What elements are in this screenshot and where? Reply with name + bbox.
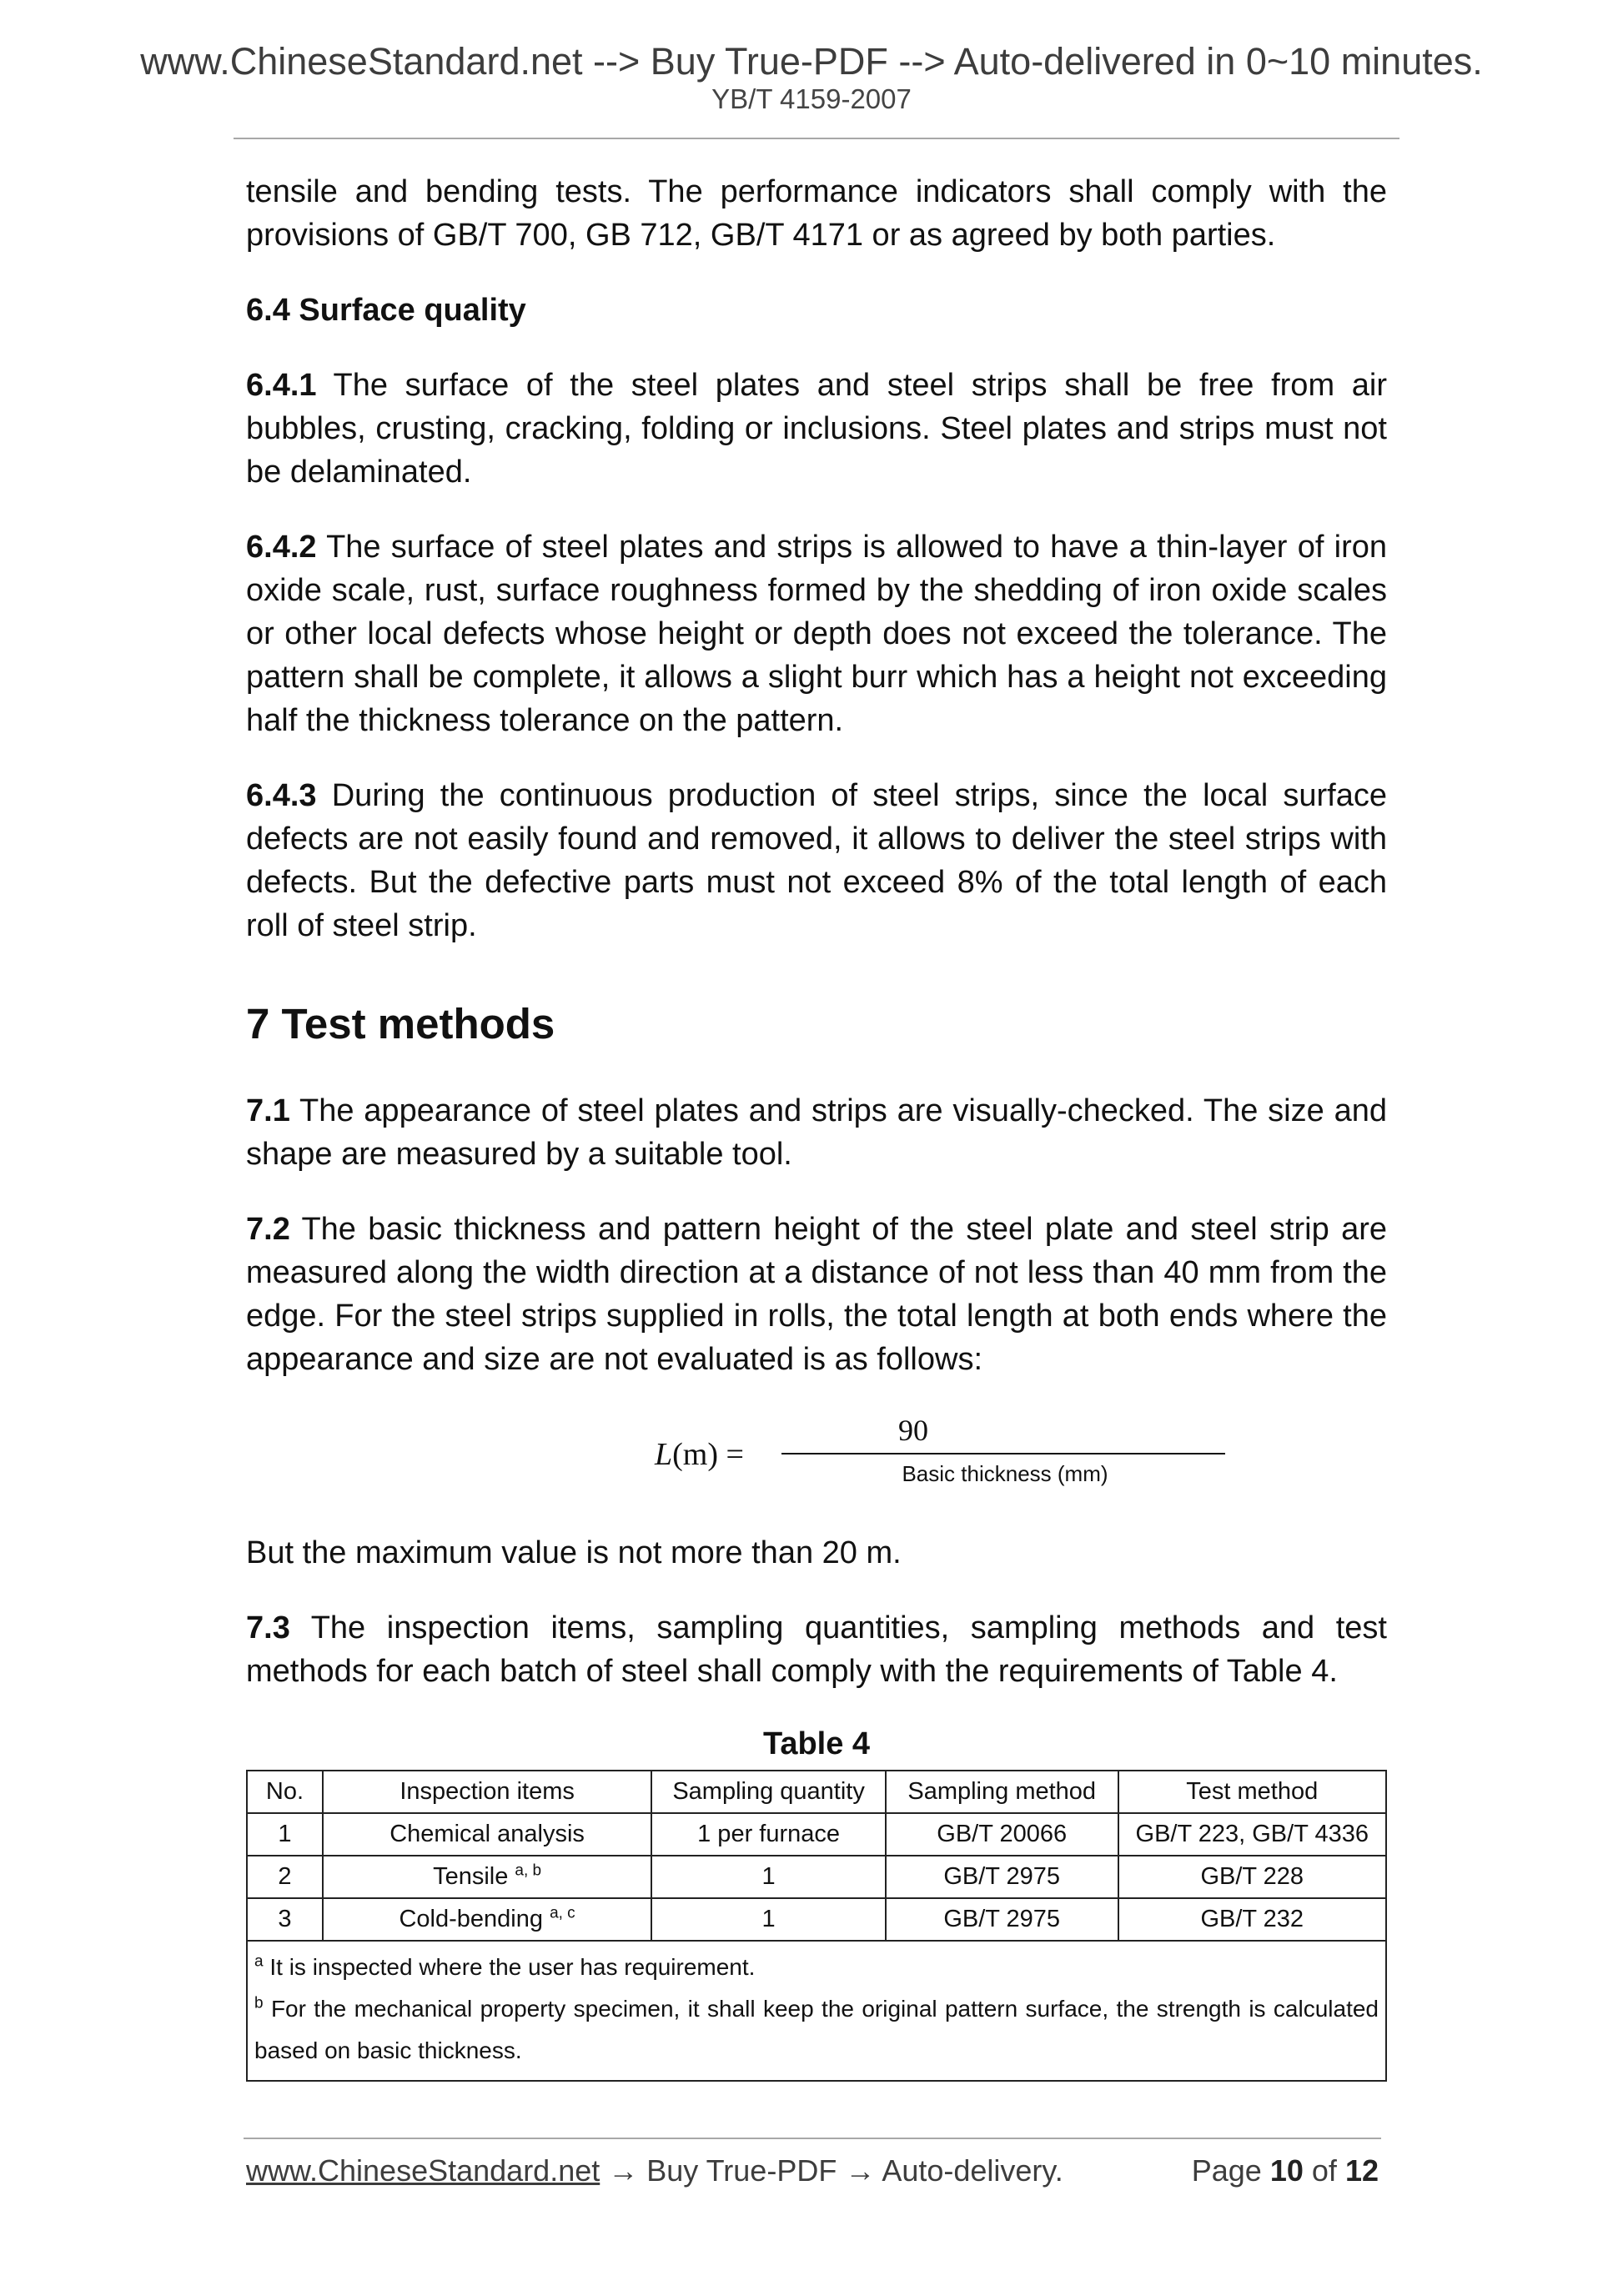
of-label: of — [1311, 2153, 1337, 2188]
table-header-row — [247, 1771, 1386, 1813]
length-formula — [246, 1413, 1387, 1493]
clause-number: 6.4.3 — [246, 778, 317, 813]
cell-qty: 1 — [651, 1856, 886, 1898]
header-inspection-items: Inspection items — [323, 1771, 651, 1813]
cell-test: GB/T 228 — [1118, 1856, 1386, 1898]
clause-text: The surface of steel plates and strips is allowed to have a thin-layer of iron oxide scale, rust, surface roughness formed by the shedding of iron oxide scales or other local defects whose height or depth does not exceed the tolerance. The pattern shall be complete, it allows a slight burr which has a height not exceeding half the thickness tolerance on the pattern. — [246, 530, 1387, 738]
cell-test: GB/T 223, GB/T 4336 — [1118, 1813, 1386, 1856]
clause-6-4-2 — [246, 525, 1387, 742]
standard-code: YB/T 4159-2007 — [711, 83, 912, 114]
table-row — [247, 1813, 1386, 1856]
cell-no: 2 — [247, 1856, 323, 1898]
footer-link[interactable]: www.ChineseStandard.net — [246, 2153, 600, 2188]
header-banner: www.ChineseStandard.net --> Buy True-PDF --> Auto-delivered in 0~10 minutes. — [140, 40, 1483, 83]
clause-6-4-3 — [246, 774, 1387, 947]
cell-no: 1 — [247, 1813, 323, 1856]
formula-lhs — [655, 1436, 744, 1473]
header-no: No. — [247, 1771, 323, 1813]
item-label: Chemical analysis — [389, 1821, 585, 1847]
cell-item — [323, 1898, 651, 1941]
page-indicator — [1192, 2153, 1379, 2188]
clause-number: 7.1 — [246, 1093, 290, 1128]
note-mark: a — [254, 1952, 264, 1971]
cell-no: 3 — [247, 1898, 323, 1941]
clause-text: The inspection items, sampling quantities, sampling methods and test methods for each batch of steel shall comply with the requirements of Table 4. — [246, 1610, 1387, 1689]
clause-text: During the continuous production of steel strips, since the local surface defects are not easily found and removed, it allows to deliver the steel strips with defects. But the defective parts must not exceed 8% of the total length of each roll of steel strip. — [246, 778, 1387, 943]
note-mark: b — [254, 1994, 264, 2012]
cell-item — [323, 1813, 651, 1856]
page-content — [246, 170, 1387, 2082]
section-6-4-title: 6.4 Surface quality — [246, 293, 526, 328]
clause-6-4-1 — [246, 364, 1387, 494]
header-sampling-quantity: Sampling quantity — [651, 1771, 886, 1813]
cell-method: GB/T 2975 — [886, 1856, 1118, 1898]
clause-7-1 — [246, 1089, 1387, 1176]
cell-qty: 1 — [651, 1898, 886, 1941]
clause-text: The basic thickness and pattern height of the steel plate and steel strip are measured along the width direction at a distance of not less than 40 mm from the edge. For the steel strips supplied in rolls, the total length at both ends where the appearance and size are not evaluated is as follows: — [246, 1212, 1387, 1377]
cell-item — [323, 1856, 651, 1898]
page-number: 10 — [1269, 2153, 1304, 2188]
formula-denominator: Basic thickness (mm) — [902, 1461, 1108, 1486]
header-test-method: Test method — [1118, 1771, 1386, 1813]
clause-text: The appearance of steel plates and strips are visually-checked. The size and shape are measured by a suitable tool. — [246, 1093, 1387, 1172]
item-label: Tensile — [433, 1863, 509, 1890]
page-label: Page — [1191, 2153, 1262, 2188]
page-footer — [246, 2153, 1387, 2188]
item-label: Cold-bending — [399, 1906, 543, 1932]
footnote-ref: a, b — [515, 1861, 542, 1880]
max-value-paragraph: But the maximum value is not more than 20 m. — [246, 1535, 902, 1570]
cell-qty: 1 per furnace — [651, 1813, 886, 1856]
note-text: For the mechanical property specimen, it shall keep the original pattern surface, the strength is calculated based on basic thickness. — [254, 1996, 1379, 2063]
formula-numerator: 90 — [898, 1414, 928, 1447]
clause-number: 7.2 — [246, 1212, 290, 1247]
fraction-bar — [781, 1453, 1225, 1454]
clause-7-2 — [246, 1208, 1387, 1381]
table-notes — [247, 1941, 1386, 2081]
table-row — [247, 1898, 1386, 1941]
table-caption: Table 4 — [762, 1726, 871, 1761]
clause-number: 7.3 — [246, 1610, 290, 1645]
header-sampling-method: Sampling method — [886, 1771, 1118, 1813]
clause-number: 6.4.2 — [246, 530, 317, 565]
table-note — [254, 1988, 1379, 2072]
cell-method: GB/T 2975 — [886, 1898, 1118, 1941]
table-row — [247, 1856, 1386, 1898]
cell-test: GB/T 232 — [1118, 1898, 1386, 1941]
clause-number: 6.4.1 — [246, 368, 317, 403]
formula-variable: L — [655, 1437, 673, 1472]
note-text: It is inspected where the user has requirement. — [269, 1954, 756, 1980]
inspection-table — [246, 1770, 1387, 2082]
footer-tagline: → Buy True-PDF → Auto-delivery. — [600, 2153, 1063, 2188]
page-total: 12 — [1344, 2153, 1379, 2188]
footer-rule — [244, 2138, 1381, 2139]
intro-paragraph: tensile and bending tests. The performance indicators shall comply with the provisions of GB/T 700, GB 712, GB/T 4171 or as agreed by both parties. — [246, 174, 1387, 253]
clause-text: The surface of the steel plates and steel strips shall be free from air bubbles, crusting, cracking, folding or inclusions. Steel plates and strips must not be delaminated. — [246, 368, 1387, 490]
table-notes-row — [247, 1941, 1386, 2081]
footnote-ref: a, c — [550, 1904, 575, 1922]
section-7-title: 7 Test methods — [246, 1000, 555, 1048]
clause-7-3 — [246, 1606, 1387, 1693]
cell-method: GB/T 20066 — [886, 1813, 1118, 1856]
formula-unit: (m) = — [672, 1437, 744, 1472]
table-note — [254, 1947, 1379, 1988]
header-rule — [234, 138, 1399, 139]
